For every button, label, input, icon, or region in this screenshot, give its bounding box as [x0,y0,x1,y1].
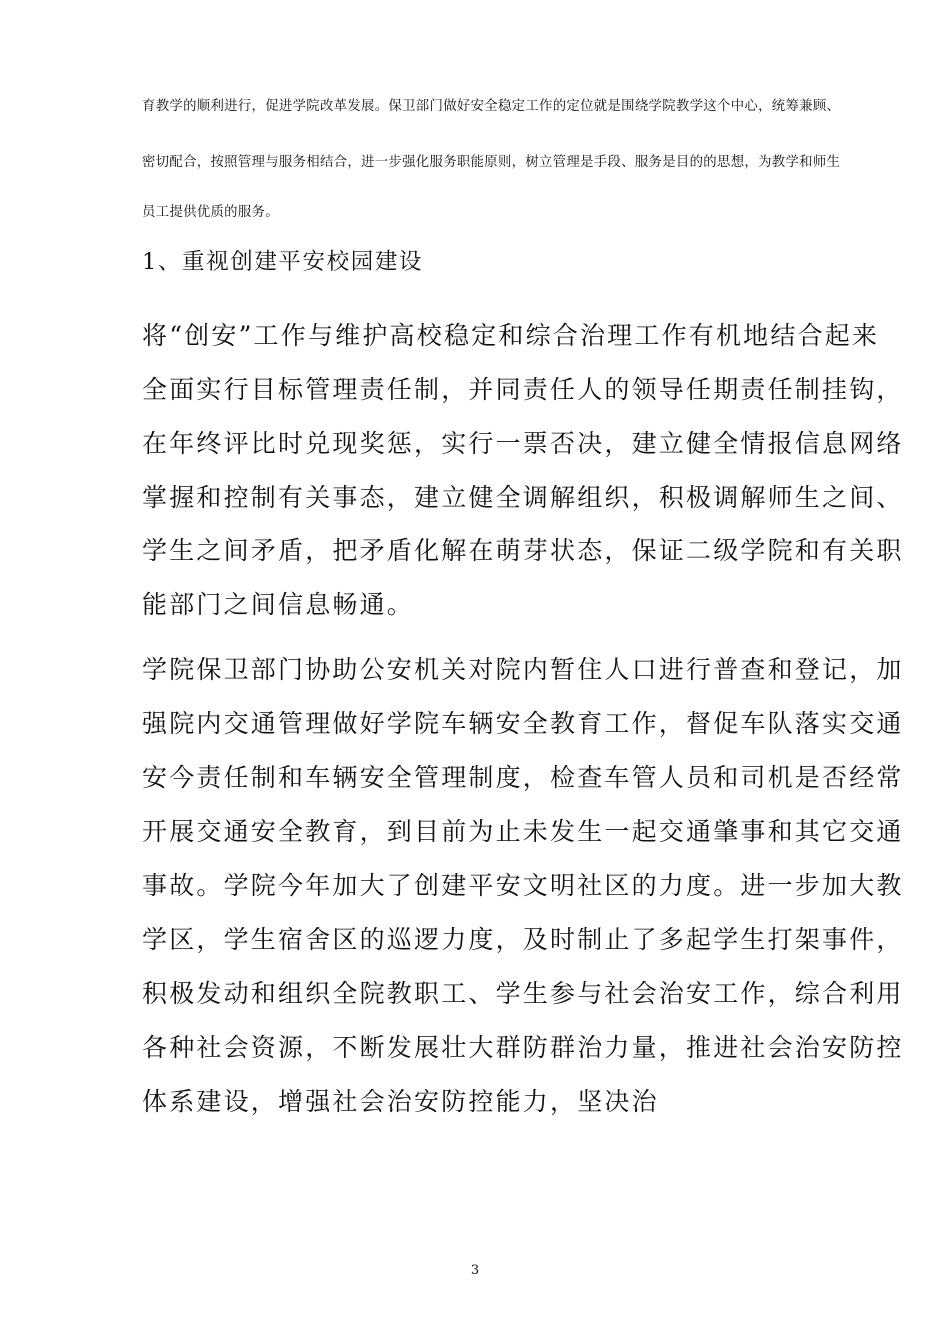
intro-line-2: 密切配合，按照管理与服务相结合，进一步强化服务职能原则，树立管理是手段、服务是目的的思想，为教学和师生 [142,155,841,170]
page-number: 3 [470,1263,480,1278]
paragraph1-line-1: 将“创安”工作与维护高校稳定和综合治理工作有机地结合起来 [142,321,880,350]
paragraph1-line-6: 能部门之间信息畅通。 [142,590,415,619]
intro-line-3: 员工提供优质的服务。 [142,205,279,220]
paragraph2-line-8: 各种社会资源，不断发展壮大群防群治力量，推进社会治安防控 [142,1033,904,1062]
paragraph2-line-3: 安今责任制和车辆安全管理制度，检查车管人员和司机是否经常 [142,763,904,792]
paragraph1-line-4: 掌握和控制有关事态，建立健全调解组织，积极调解师生之间、 [142,483,904,512]
paragraph1-line-2: 全面实行目标管理责任制，并同责任人的领导任期责任制挂钩， [142,375,904,404]
paragraph2-line-5: 事故。学院今年加大了创建平安文明社区的力度。进一步加大教 [142,871,904,900]
paragraph2-line-9: 体系建设，增强社会治安防控能力，坚决治 [142,1087,659,1116]
paragraph1-line-3: 在年终评比时兑现奖惩，实行一票否决，建立健全情报信息网络 [142,429,904,458]
paragraph2-line-4: 开展交通安全教育，到目前为止未发生一起交通肇事和其它交通 [142,817,904,846]
paragraph2-line-7: 积极发动和组织全院教职工、学生参与社会治安工作，综合利用 [142,979,904,1008]
paragraph2-line-1: 学院保卫部门协助公安机关对院内暂住人口进行普查和登记，加 [142,655,904,684]
paragraph1-line-5: 学生之间矛盾，把矛盾化解在萌芽状态，保证二级学院和有关职 [142,536,904,565]
paragraph2-line-2: 强院内交通管理做好学院车辆安全教育工作，督促车队落实交通 [142,709,904,738]
intro-line-1: 育教学的顺利进行，促进学院改革发展。保卫部门做好安全稳定工作的定位就是围绕学院教学这个中心，统筹兼顾、 [142,99,841,114]
section-heading: 1、重视创建平安校园建设 [142,249,424,275]
paragraph2-line-6: 学区，学生宿舍区的巡逻力度，及时制止了多起学生打架事件， [142,925,904,954]
